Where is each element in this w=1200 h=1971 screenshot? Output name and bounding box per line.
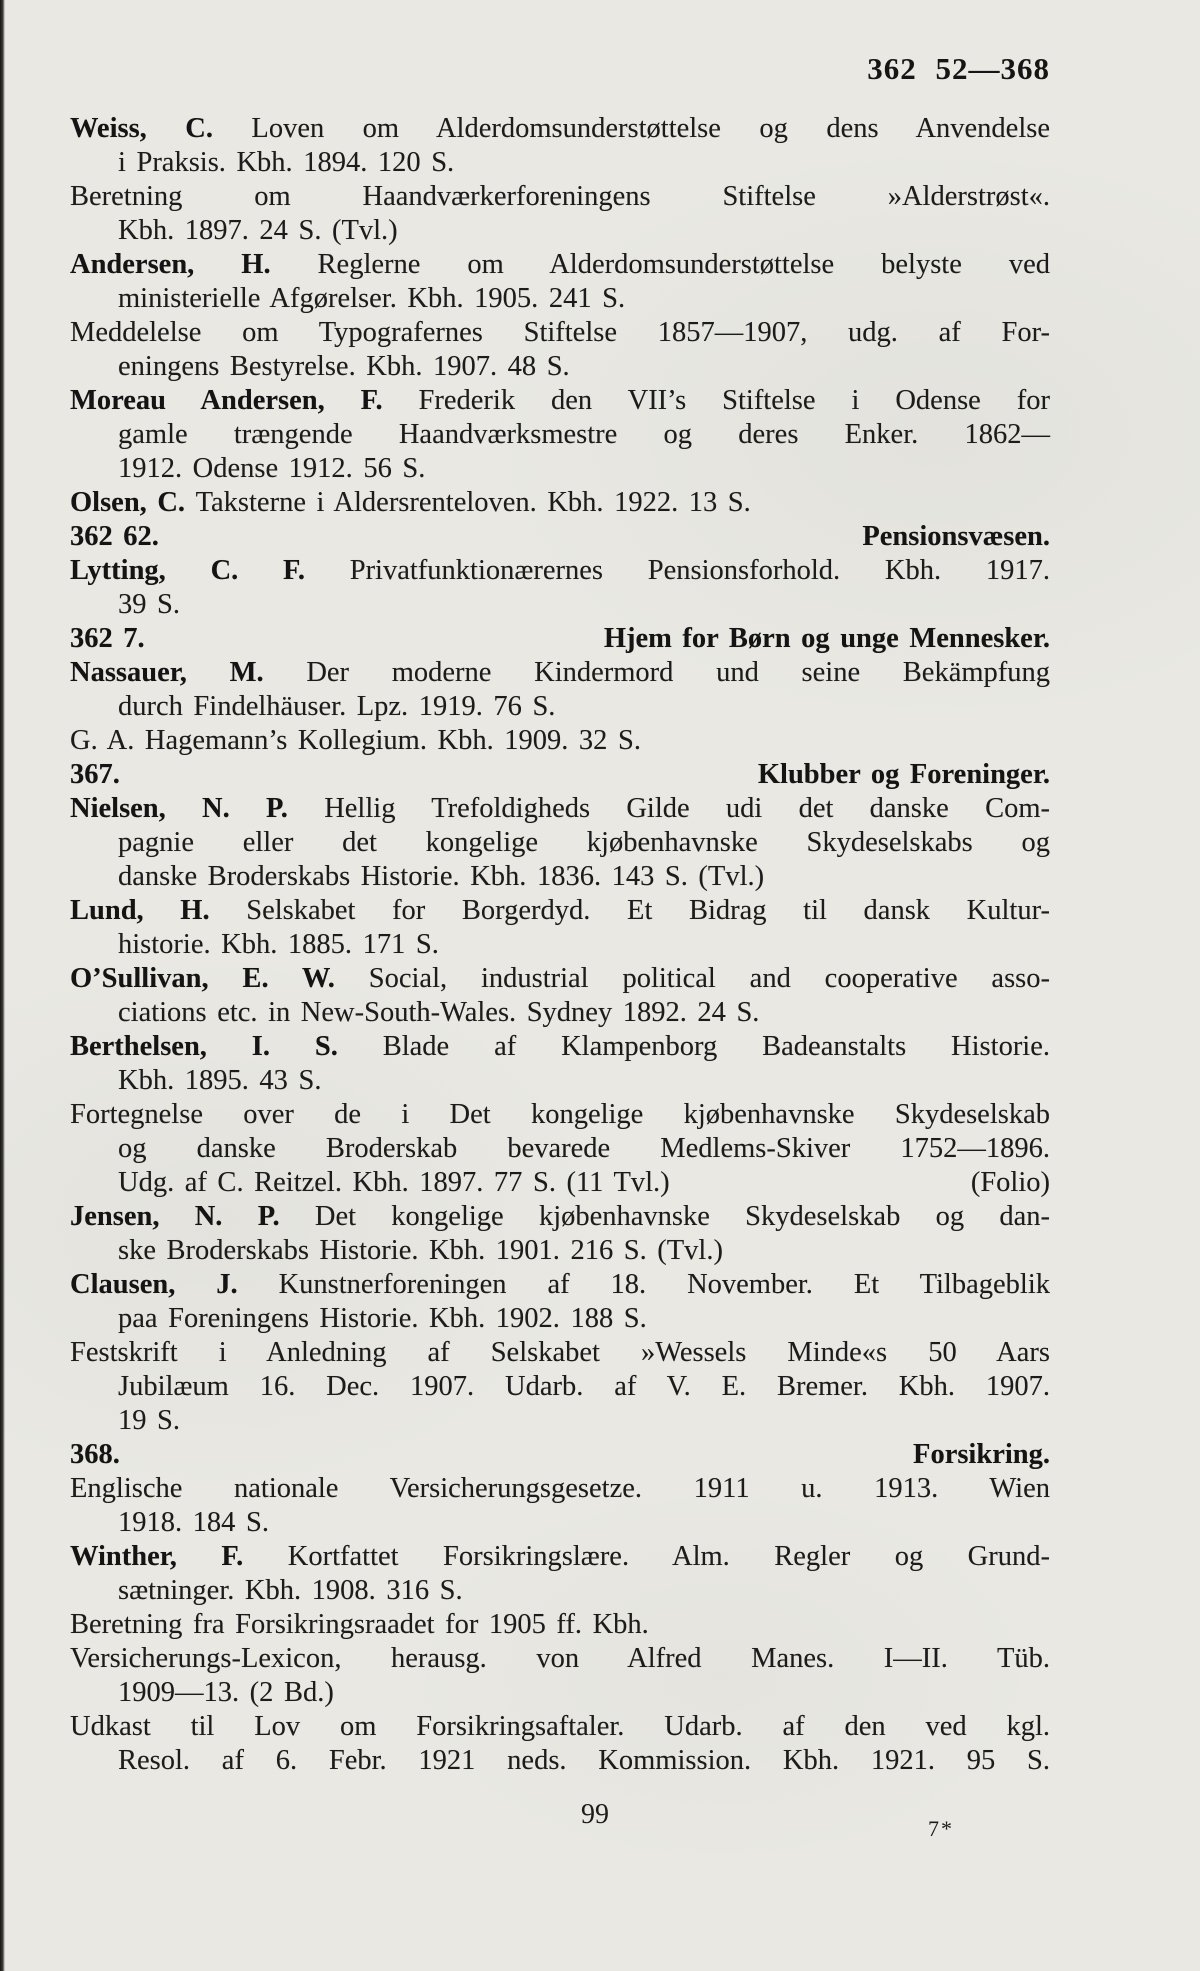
entry-line: Meddelelse om Typografernes Stiftelse 1857—1907, udg. af For- [70, 317, 1050, 348]
author-name: Lytting, C. F. [70, 555, 350, 586]
author-name: O’Sullivan, E. W. [70, 963, 369, 994]
entry-line: pagnie eller det kongelige kjøbenhavnske Skydeselskabs og [118, 827, 1050, 858]
entry-line: 1909—13. (2 Bd.) [118, 1677, 334, 1708]
section-heading [70, 758, 1050, 792]
entry-line: Olsen, C. Taksterne i Aldersrenteloven. Kbh. 1922. 13 S. [70, 487, 751, 518]
section-number: 362 62. [70, 521, 159, 552]
signature-mark: 7* [928, 1816, 954, 1841]
section-title: Forsikring. [913, 1439, 1050, 1470]
entry-line: ciations etc. in New-South-Wales. Sydney 1892. 24 S. [118, 997, 760, 1028]
entry-line: ske Broderskabs Historie. Kbh. 1901. 216 S. (Tvl.) [118, 1235, 723, 1266]
entry-line: G. A. Hagemann’s Kollegium. Kbh. 1909. 32 S. [70, 725, 641, 756]
section-heading [70, 520, 1050, 554]
entry-line: Andersen, H. Reglerne om Alderdomsunderstøttelse belyste ved [70, 249, 1050, 280]
section-heading [70, 1438, 1050, 1472]
entry-line: Weiss, C. Loven om Alderdomsunderstøttelse og dens Anvendelse [70, 113, 1050, 144]
section-number: 367. [70, 759, 120, 790]
entry-line: Lytting, C. F. Privatfunktionærernes Pensionsforhold. Kbh. 1917. [70, 555, 1050, 586]
section-title: Hjem for Børn og unge Mennesker. [603, 623, 1050, 654]
section-title: Pensionsvæsen. [862, 521, 1050, 552]
entry-line: Clausen, J. Kunstnerforeningen af 18. November. Et Tilbageblik [70, 1269, 1050, 1300]
entry-line: Winther, F. Kortfattet Forsikringslære. Alm. Regler og Grund- [70, 1541, 1050, 1572]
entry-line: Nassauer, M. Der moderne Kindermord und seine Bekämpfung [70, 657, 1051, 688]
entry-line: Nielsen, N. P. Hellig Trefoldigheds Gilde udi det danske Com- [70, 793, 1050, 824]
entry-line: Resol. af 6. Febr. 1921 neds. Kommission. Kbh. 1921. 95 S. [118, 1745, 1050, 1776]
entry-line: Jubilæum 16. Dec. 1907. Udarb. af V. E. Bremer. Kbh. 1907. [118, 1371, 1050, 1402]
scan-gutter-shadow [0, 0, 5, 1971]
entry-line: Festskrift i Anledning af Selskabet »Wessels Minde«s 50 Aars [70, 1337, 1050, 1368]
entry-line: Beretning fra Forsikringsraadet for 1905 ff. Kbh. [70, 1609, 649, 1640]
entry-line: 39 S. [118, 589, 181, 620]
author-name: Clausen, J. [70, 1269, 279, 1300]
entry-line: eningens Bestyrelse. Kbh. 1907. 48 S. [118, 351, 570, 382]
author-name: Andersen, H. [70, 249, 318, 280]
entry-line: Udkast til Lov om Forsikringsaftaler. Udarb. af den ved kgl. [70, 1711, 1050, 1742]
author-name: Berthelsen, I. S. [70, 1031, 383, 1062]
entry-line: gamle trængende Haandværksmestre og deres Enker. 1862— [118, 419, 1050, 450]
author-name: Weiss, C. [70, 113, 252, 144]
entry-line: Beretning om Haandværkerforeningens Stiftelse »Alderstrøst«. [70, 181, 1050, 212]
entry-line: Versicherungs-Lexicon, herausg. von Alfred Manes. I—II. Tüb. [70, 1643, 1050, 1674]
entry-line: Lund, H. Selskabet for Borgerdyd. Et Bidrag til dansk Kultur- [70, 895, 1050, 926]
section-number: 368. [70, 1439, 120, 1470]
entry-line: (Folio) Udg. af C. Reitzel. Kbh. 1897. 77 S. (11 Tvl.) [118, 1167, 1050, 1198]
author-name: Lund, H. [70, 895, 247, 926]
section-title: Klubber og Foreninger. [757, 759, 1050, 790]
author-name: Nielsen, N. P. [70, 793, 325, 824]
page-number: 99 [581, 1799, 609, 1830]
running-head: 362 52—368 [867, 51, 1050, 86]
entry-line: Berthelsen, I. S. Blade af Klampenborg Badeanstalts Historie. [70, 1031, 1050, 1062]
entry-line: og danske Broderskab bevarede Medlems-Skiver 1752—1896. [118, 1133, 1050, 1164]
author-name: Moreau Andersen, F. [70, 385, 419, 416]
author-name: Nassauer, M. [70, 657, 307, 688]
entries [70, 112, 1050, 1778]
entry-line: paa Foreningens Historie. Kbh. 1902. 188 S. [118, 1303, 647, 1334]
entry-line: Englische nationale Versicherungsgesetze. 1911 u. 1913. Wien [70, 1473, 1050, 1504]
entry-line: Fortegnelse over de i Det kongelige kjøbenhavnske Skydeselskab [70, 1099, 1050, 1130]
entry-line: O’Sullivan, E. W. Social, industrial political and cooperative asso- [70, 963, 1051, 994]
entry-line: Moreau Andersen, F. Frederik den VII’s Stiftelse i Odense for [70, 385, 1051, 416]
entry-line-tail: (Folio) [970, 1167, 1050, 1198]
entry-line: Kbh. 1897. 24 S. (Tvl.) [118, 215, 398, 246]
author-name: Olsen, C. [70, 487, 196, 518]
section-heading [70, 622, 1050, 656]
entry-line: 1918. 184 S. [118, 1507, 269, 1538]
entry-line: i Praksis. Kbh. 1894. 120 S. [118, 147, 455, 178]
entry-line: danske Broderskabs Historie. Kbh. 1836. 143 S. (Tvl.) [118, 861, 765, 892]
entry-line: 19 S. [118, 1405, 181, 1436]
entry-line: ministerielle Afgørelser. Kbh. 1905. 241 S. [118, 283, 626, 314]
entry-line: durch Findelhäuser. Lpz. 1919. 76 S. [118, 691, 556, 722]
entry-line: sætninger. Kbh. 1908. 316 S. [118, 1575, 463, 1606]
entry-line: Jensen, N. P. Det kongelige kjøbenhavnske Skydeselskab og dan- [70, 1201, 1050, 1232]
section-number: 362 7. [70, 623, 145, 654]
entry-line: Kbh. 1895. 43 S. [118, 1065, 322, 1096]
entry-line: 1912. Odense 1912. 56 S. [118, 453, 426, 484]
author-name: Jensen, N. P. [70, 1201, 315, 1232]
entry-line: historie. Kbh. 1885. 171 S. [118, 929, 439, 960]
author-name: Winther, F. [70, 1541, 288, 1572]
